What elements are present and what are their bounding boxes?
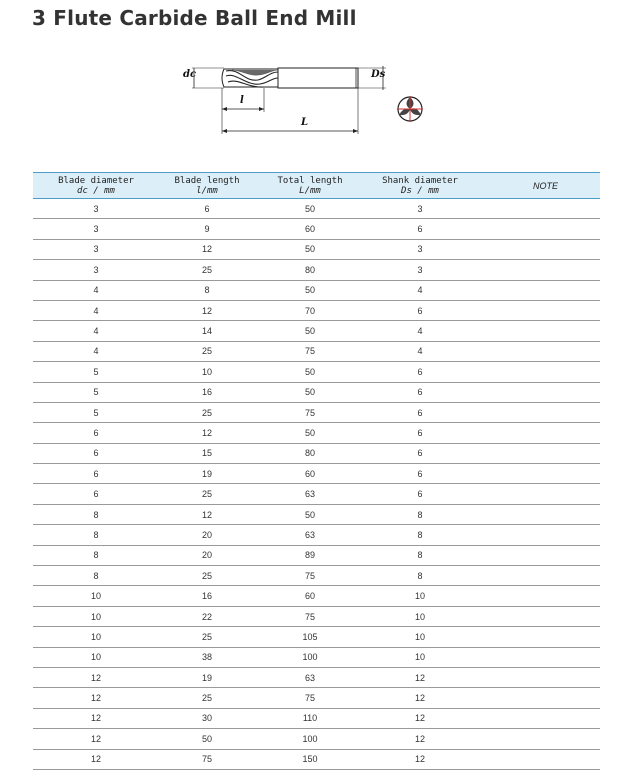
shank-diameter-cell: 6 — [365, 484, 475, 504]
ball-end-cross-section-icon — [395, 94, 425, 124]
total-length-cell: 63 — [255, 525, 365, 545]
note-cell — [475, 362, 600, 382]
note-cell — [475, 688, 600, 708]
blade-diameter-cell: 4 — [33, 300, 159, 320]
blade-diameter-cell: 5 — [33, 362, 159, 382]
table-row — [33, 464, 600, 484]
table-row — [33, 504, 600, 524]
header-note: NOTE — [475, 173, 600, 199]
blade-length-cell: 22 — [159, 606, 255, 626]
total-length-cell: 60 — [255, 586, 365, 606]
note-cell — [475, 606, 600, 626]
note-cell — [475, 219, 600, 239]
table-row — [33, 260, 600, 280]
note-cell — [475, 749, 600, 769]
shank-diameter-cell: 10 — [365, 647, 475, 667]
blade-length-cell: 16 — [159, 382, 255, 402]
blade-diameter-cell: 5 — [33, 402, 159, 422]
table-row — [33, 606, 600, 626]
blade-length-cell: 25 — [159, 688, 255, 708]
total-length-cell: 50 — [255, 362, 365, 382]
blade-length-cell: 25 — [159, 566, 255, 586]
blade-diameter-cell: 3 — [33, 219, 159, 239]
blade-length-cell: 12 — [159, 504, 255, 524]
shank-diameter-cell: 12 — [365, 729, 475, 749]
shank-diameter-cell: 4 — [365, 341, 475, 361]
total-length-label: L — [301, 117, 309, 128]
table-row — [33, 688, 600, 708]
table-row — [33, 402, 600, 422]
blade-diameter-cell: 12 — [33, 749, 159, 769]
shank-diameter-cell: 6 — [365, 402, 475, 422]
table-row — [33, 708, 600, 728]
blade-length-cell: 12 — [159, 300, 255, 320]
blade-diameter-cell: 8 — [33, 545, 159, 565]
table-row — [33, 647, 600, 667]
header-blade-length: Blade length l/mm — [159, 173, 255, 199]
page-title: 3 Flute Carbide Ball End Mill — [32, 6, 357, 30]
shank-diameter-cell: 8 — [365, 566, 475, 586]
blade-length-cell: 9 — [159, 219, 255, 239]
blade-diameter-cell: 10 — [33, 586, 159, 606]
blade-diameter-cell: 12 — [33, 708, 159, 728]
blade-length-cell: 19 — [159, 667, 255, 687]
shank-diameter-cell: 12 — [365, 688, 475, 708]
note-cell — [475, 300, 600, 320]
blade-length-cell: 30 — [159, 708, 255, 728]
total-length-cell: 63 — [255, 484, 365, 504]
note-cell — [475, 566, 600, 586]
table-row — [33, 566, 600, 586]
table-row — [33, 321, 600, 341]
total-length-cell: 50 — [255, 423, 365, 443]
blade-length-cell: 20 — [159, 545, 255, 565]
shank-diameter-cell: 4 — [365, 280, 475, 300]
shank-diameter-cell: 10 — [365, 586, 475, 606]
table-row — [33, 382, 600, 402]
shank-diameter-cell: 6 — [365, 464, 475, 484]
blade-diameter-cell: 3 — [33, 260, 159, 280]
blade-diameter-cell: 10 — [33, 627, 159, 647]
blade-length-cell: 6 — [159, 199, 255, 219]
table-row — [33, 586, 600, 606]
header-shank-diameter: Shank diameter Ds / mm — [365, 173, 475, 199]
note-cell — [475, 402, 600, 422]
total-length-cell: 63 — [255, 667, 365, 687]
shank-diameter-cell: 8 — [365, 525, 475, 545]
table-row — [33, 484, 600, 504]
blade-diameter-cell: 12 — [33, 729, 159, 749]
table-row — [33, 525, 600, 545]
note-cell — [475, 708, 600, 728]
total-length-cell: 50 — [255, 382, 365, 402]
shank-diameter-cell: 6 — [365, 423, 475, 443]
total-length-cell: 150 — [255, 749, 365, 769]
blade-diameter-cell: 6 — [33, 423, 159, 443]
blade-diameter-cell: 10 — [33, 647, 159, 667]
table-row — [33, 219, 600, 239]
table-row — [33, 239, 600, 259]
shank-diameter-cell: 6 — [365, 300, 475, 320]
blade-diameter-cell: 8 — [33, 504, 159, 524]
note-cell — [475, 729, 600, 749]
total-length-cell: 50 — [255, 504, 365, 524]
note-cell — [475, 382, 600, 402]
total-length-cell: 100 — [255, 729, 365, 749]
table-row — [33, 749, 600, 769]
total-length-cell: 50 — [255, 199, 365, 219]
note-cell — [475, 545, 600, 565]
blade-diameter-cell: 5 — [33, 382, 159, 402]
blade-length-cell: 38 — [159, 647, 255, 667]
blade-length-cell: 50 — [159, 729, 255, 749]
total-length-cell: 50 — [255, 321, 365, 341]
note-cell — [475, 484, 600, 504]
blade-diameter-cell: 12 — [33, 688, 159, 708]
total-length-cell: 75 — [255, 606, 365, 626]
blade-diameter-cell: 4 — [33, 321, 159, 341]
note-cell — [475, 627, 600, 647]
blade-length-cell: 25 — [159, 341, 255, 361]
blade-length-cell: 25 — [159, 260, 255, 280]
note-cell — [475, 341, 600, 361]
shank-diameter-cell: 3 — [365, 199, 475, 219]
shank-diameter-cell: 6 — [365, 219, 475, 239]
shank-diameter-cell: 10 — [365, 627, 475, 647]
blade-diameter-cell: 8 — [33, 525, 159, 545]
blade-length-cell: 20 — [159, 525, 255, 545]
blade-length-cell: 16 — [159, 586, 255, 606]
blade-length-cell: 10 — [159, 362, 255, 382]
table-row — [33, 362, 600, 382]
blade-diameter-cell: 3 — [33, 199, 159, 219]
total-length-cell: 110 — [255, 708, 365, 728]
total-length-cell: 105 — [255, 627, 365, 647]
shank-diameter-cell: 12 — [365, 749, 475, 769]
blade-diameter-cell: 6 — [33, 443, 159, 463]
total-length-cell: 60 — [255, 464, 365, 484]
blade-diameter-cell: 12 — [33, 667, 159, 687]
table-row — [33, 627, 600, 647]
shank-diameter-cell: 4 — [365, 321, 475, 341]
table-row — [33, 729, 600, 749]
total-length-cell: 60 — [255, 219, 365, 239]
l-label: l — [240, 95, 244, 106]
dc-label: dc — [183, 69, 197, 80]
total-length-cell: 80 — [255, 260, 365, 280]
total-length-cell: 100 — [255, 647, 365, 667]
shank-diameter-cell: 10 — [365, 606, 475, 626]
blade-length-cell: 25 — [159, 627, 255, 647]
blade-length-cell: 75 — [159, 749, 255, 769]
blade-length-cell: 14 — [159, 321, 255, 341]
table-row — [33, 443, 600, 463]
shank-diameter-cell: 8 — [365, 504, 475, 524]
note-cell — [475, 586, 600, 606]
note-cell — [475, 321, 600, 341]
blade-diameter-cell: 10 — [33, 606, 159, 626]
total-length-cell: 89 — [255, 545, 365, 565]
blade-length-cell: 15 — [159, 443, 255, 463]
blade-length-cell: 12 — [159, 423, 255, 443]
total-length-cell: 80 — [255, 443, 365, 463]
blade-diameter-cell: 6 — [33, 464, 159, 484]
note-cell — [475, 464, 600, 484]
shank-diameter-cell: 12 — [365, 667, 475, 687]
blade-diameter-cell: 4 — [33, 341, 159, 361]
table-row — [33, 423, 600, 443]
total-length-cell: 70 — [255, 300, 365, 320]
note-cell — [475, 667, 600, 687]
total-length-cell: 75 — [255, 566, 365, 586]
note-cell — [475, 199, 600, 219]
table-row — [33, 341, 600, 361]
note-cell — [475, 239, 600, 259]
header-blade-diameter: Blade diameter dc / mm — [33, 173, 159, 199]
table-header-row — [33, 173, 600, 199]
header-total-length: Total length L/mm — [255, 173, 365, 199]
table-row — [33, 545, 600, 565]
table-row — [33, 667, 600, 687]
blade-diameter-cell: 6 — [33, 484, 159, 504]
total-length-cell: 75 — [255, 341, 365, 361]
note-cell — [475, 423, 600, 443]
specification-table — [33, 172, 600, 770]
table-row — [33, 280, 600, 300]
blade-length-cell: 8 — [159, 280, 255, 300]
shank-diameter-cell: 6 — [365, 382, 475, 402]
total-length-cell: 75 — [255, 402, 365, 422]
shank-diameter-cell: 6 — [365, 362, 475, 382]
ds-label: Ds — [371, 69, 386, 80]
note-cell — [475, 525, 600, 545]
shank-diameter-cell: 8 — [365, 545, 475, 565]
note-cell — [475, 443, 600, 463]
note-cell — [475, 280, 600, 300]
shank-diameter-cell: 6 — [365, 443, 475, 463]
blade-length-cell: 25 — [159, 402, 255, 422]
blade-diameter-cell: 3 — [33, 239, 159, 259]
shank-diameter-cell: 3 — [365, 239, 475, 259]
table-row — [33, 199, 600, 219]
note-cell — [475, 647, 600, 667]
total-length-cell: 75 — [255, 688, 365, 708]
total-length-cell: 50 — [255, 280, 365, 300]
blade-diameter-cell: 4 — [33, 280, 159, 300]
table-row — [33, 300, 600, 320]
blade-length-cell: 25 — [159, 484, 255, 504]
blade-diameter-cell: 8 — [33, 566, 159, 586]
table-body — [33, 199, 600, 770]
note-cell — [475, 260, 600, 280]
blade-length-cell: 19 — [159, 464, 255, 484]
blade-length-cell: 12 — [159, 239, 255, 259]
note-cell — [475, 504, 600, 524]
shank-diameter-cell: 12 — [365, 708, 475, 728]
total-length-cell: 50 — [255, 239, 365, 259]
shank-diameter-cell: 3 — [365, 260, 475, 280]
